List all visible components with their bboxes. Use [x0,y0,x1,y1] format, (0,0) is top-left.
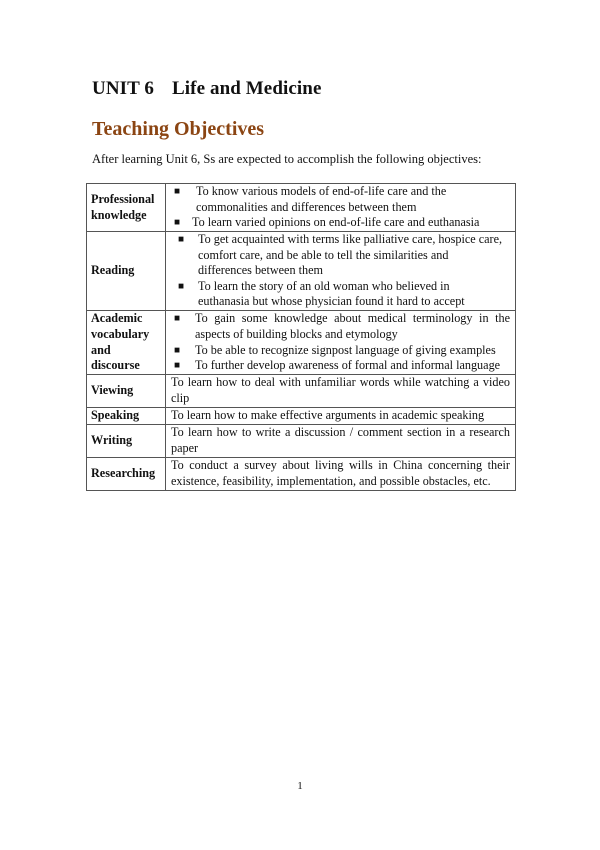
row-content: To learn how to write a discussion / comment section in a research paper [166,425,516,458]
objectives-table [86,183,516,491]
list-item: ■ To know various models of end-of-life care and the commonalities and differences between them [174,184,447,214]
list-item: ■ To be able to recognize signpost language of giving examples [174,342,496,357]
table-row [87,458,516,491]
row-content [166,311,516,375]
row-label: Writing [87,425,166,458]
list-item: ■ To get acquainted with terms like palliative care, hospice care, comfort care, and be able to tell the similarities and differences between them [178,232,503,278]
row-content: To learn how to deal with unfamiliar words while watching a video clip [166,375,516,408]
intro-text: After learning Unit 6, Ss are expected to accomplish the following objectives: [92,152,482,166]
section-title: Teaching Objectives [92,118,265,140]
list-item: ■ To further develop awareness of formal and informal language [174,358,501,373]
table-row [87,232,516,311]
row-label: Researching [87,458,166,491]
list-item: ■ To gain some knowledge about medical terminology in the aspects of building blocks and etymology [174,311,510,341]
table-row [87,408,516,425]
unit-title [92,78,322,100]
row-content [166,232,516,311]
bullet-icon: ■ [174,186,181,198]
row-content [166,184,516,232]
row-label: Reading [87,232,166,311]
unit-name: Life and Medicine [172,78,322,99]
bullet-icon: ■ [178,234,185,246]
row-label: Speaking [87,408,166,425]
unit-number: UNIT 6 [92,78,155,99]
table-row [87,184,516,232]
bullet-icon: ■ [174,217,181,229]
row-content: To conduct a survey about living wills in China concerning their existence, feasibility, implementation, and possible obstacles, etc. [166,458,516,491]
table-row [87,311,516,375]
bullet-icon: ■ [174,344,181,356]
row-label: Professional knowledge [87,184,166,232]
bullet-icon: ■ [178,280,185,292]
row-content: To learn how to make effective arguments in academic speaking [166,408,516,425]
table-row [87,375,516,408]
row-label: Viewing [87,375,166,408]
bullet-icon: ■ [174,360,181,372]
row-label: Academic vocabulary and discourse [87,311,166,375]
bullet-icon: ■ [174,313,181,325]
list-item: ■ To learn varied opinions on end-of-life care and euthanasia [174,215,480,230]
page-number: 1 [297,780,303,792]
list-item: ■ To learn the story of an old woman who believed in euthanasia but whose physician found it hard to accept [178,278,465,309]
table-row [87,425,516,458]
